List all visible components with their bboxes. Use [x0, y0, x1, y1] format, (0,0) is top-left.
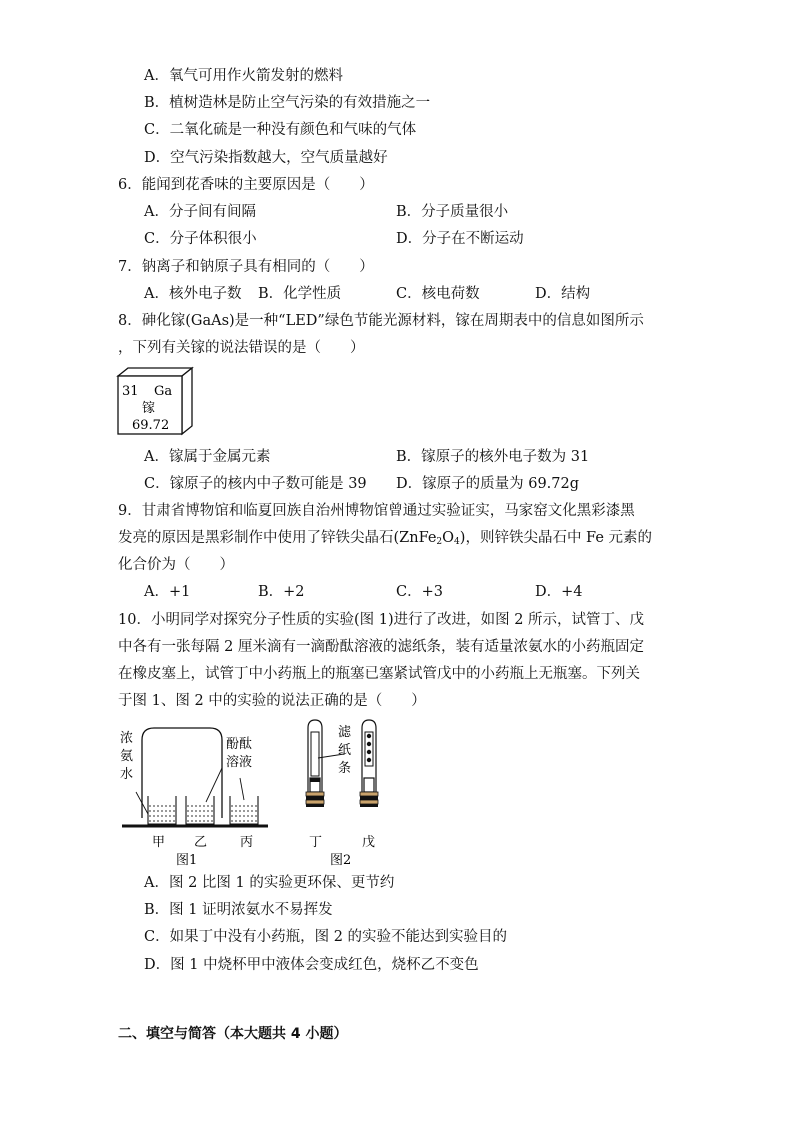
element-mass: 69.72	[132, 418, 170, 433]
q8-option-d: D．镓原子的质量为 69.72g	[396, 476, 580, 492]
q6-option-d: D．分子在不断运动	[396, 231, 524, 247]
q9-line2	[118, 528, 652, 552]
q7-option-a: A．核外电子数	[144, 286, 242, 302]
q10-line1: 10．小明同学对探究分子性质的实验(图 1)进行了改进，如图 2 所示，试管丁、戊	[118, 612, 645, 628]
q5-option-c: C．二氧化硫是一种没有颜色和气味的气体	[144, 122, 417, 138]
fig1-label-phenol-1: 酚酞	[226, 737, 253, 752]
q5-option-b: B．植树造林是防止空气污染的有效措施之一	[144, 95, 431, 111]
q9-line2-post: )，则锌铁尖晶石中 Fe 元素的	[459, 530, 653, 546]
gallium-element-card	[114, 366, 198, 438]
q7-option-b: B．化学性质	[258, 286, 342, 302]
fig1-beaker-jia: 甲	[152, 835, 166, 850]
q8-stem-line2: ，下列有关镓的说法错误的是（ ）	[118, 340, 365, 356]
element-name: 镓	[142, 401, 156, 416]
q9-sub1: 2	[436, 537, 443, 547]
q9-line2-mid: O	[442, 530, 455, 546]
q6-option-c: C．分子体积很小	[144, 231, 257, 247]
q8-stem-line1: 8．砷化镓(GaAs)是一种“LED”绿色节能光源材料，镓在周期表中的信息如图所示	[118, 313, 644, 329]
fig1-beaker-yi: 乙	[194, 835, 208, 850]
q8-option-a: A．镓属于金属元素	[144, 449, 271, 465]
q10-line4: 于图 1、图 2 中的实验的说法正确的是（ ）	[118, 693, 426, 709]
element-symbol: Ga	[154, 384, 173, 399]
q9-sub2: 4	[454, 537, 460, 547]
q10-option-b: B．图 1 证明浓氨水不易挥发	[144, 902, 333, 918]
q8-option-c: C．镓原子的核内中子数可能是 39	[144, 476, 367, 492]
q10-option-d: D．图 1 中烧杯甲中液体会变成红色，烧杯乙不变色	[144, 957, 479, 973]
q6-option-b: B．分子质量很小	[396, 204, 509, 220]
fig2-tube-wu: 戊	[362, 835, 376, 850]
q7-stem: 7．钠离子和钠原子具有相同的（ ）	[118, 259, 374, 275]
fig1-label-ammonia-1: 浓	[120, 731, 134, 746]
fig2-label-3: 条	[338, 761, 352, 776]
q8-option-b: B．镓原子的核外电子数为 31	[396, 449, 590, 465]
q9-option-a: A．+1	[144, 584, 191, 600]
q5-option-a: A．氧气可用作火箭发射的燃料	[144, 68, 343, 84]
q9-option-c: C．+3	[396, 584, 443, 600]
q6-option-a: A．分子间有间隔	[144, 204, 256, 220]
q10-option-a: A．图 2 比图 1 的实验更环保、更节约	[144, 875, 395, 891]
q10-line2: 中各有一张每隔 2 厘米滴有一滴酚酞溶液的滤纸条，装有适量浓氨水的小药瓶固定	[118, 639, 644, 655]
q5-option-d: D．空气污染指数越大，空气质量越好	[144, 150, 388, 166]
q10-line3: 在橡皮塞上，试管丁中小药瓶上的瓶塞已塞紧试管戊中的小药瓶上无瓶塞。下列关	[118, 666, 640, 682]
q9-option-d: D．+4	[535, 584, 583, 600]
fig2-label-2: 纸	[338, 743, 352, 758]
figure-1-diagram	[114, 718, 284, 870]
section-2-title: 二、填空与简答（本大题共 4 小题）	[118, 1026, 348, 1042]
fig2-tube-ding: 丁	[309, 835, 323, 850]
fig2-label-1: 滤	[338, 725, 352, 740]
fig1-label-phenol-2: 溶液	[226, 755, 253, 770]
fig1-caption: 图1	[176, 853, 198, 868]
fig1-label-ammonia-2: 氨	[120, 749, 134, 764]
fig1-label-ammonia-3: 水	[120, 767, 134, 782]
q7-option-d: D．结构	[535, 286, 591, 302]
q7-option-c: C．核电荷数	[396, 286, 480, 302]
q9-option-b: B．+2	[258, 584, 305, 600]
q6-stem: 6．能闻到花香味的主要原因是（ ）	[118, 177, 374, 193]
q10-option-c: C．如果丁中没有小药瓶，图 2 的实验不能达到实验目的	[144, 929, 508, 945]
element-number: 31	[122, 384, 139, 399]
q9-line1: 9．甘肃省博物馆和临夏回族自治州博物馆曾通过实验证实，马家窑文化黑彩漆黑	[118, 503, 635, 519]
q9-line3: 化合价为（ ）	[118, 557, 234, 573]
fig2-caption: 图2	[330, 853, 352, 868]
fig1-beaker-bing: 丙	[240, 835, 254, 850]
figure-2-diagram	[296, 716, 396, 870]
q9-line2-pre: 发亮的原因是黑彩制作中使用了锌铁尖晶石(ZnFe	[118, 530, 437, 546]
